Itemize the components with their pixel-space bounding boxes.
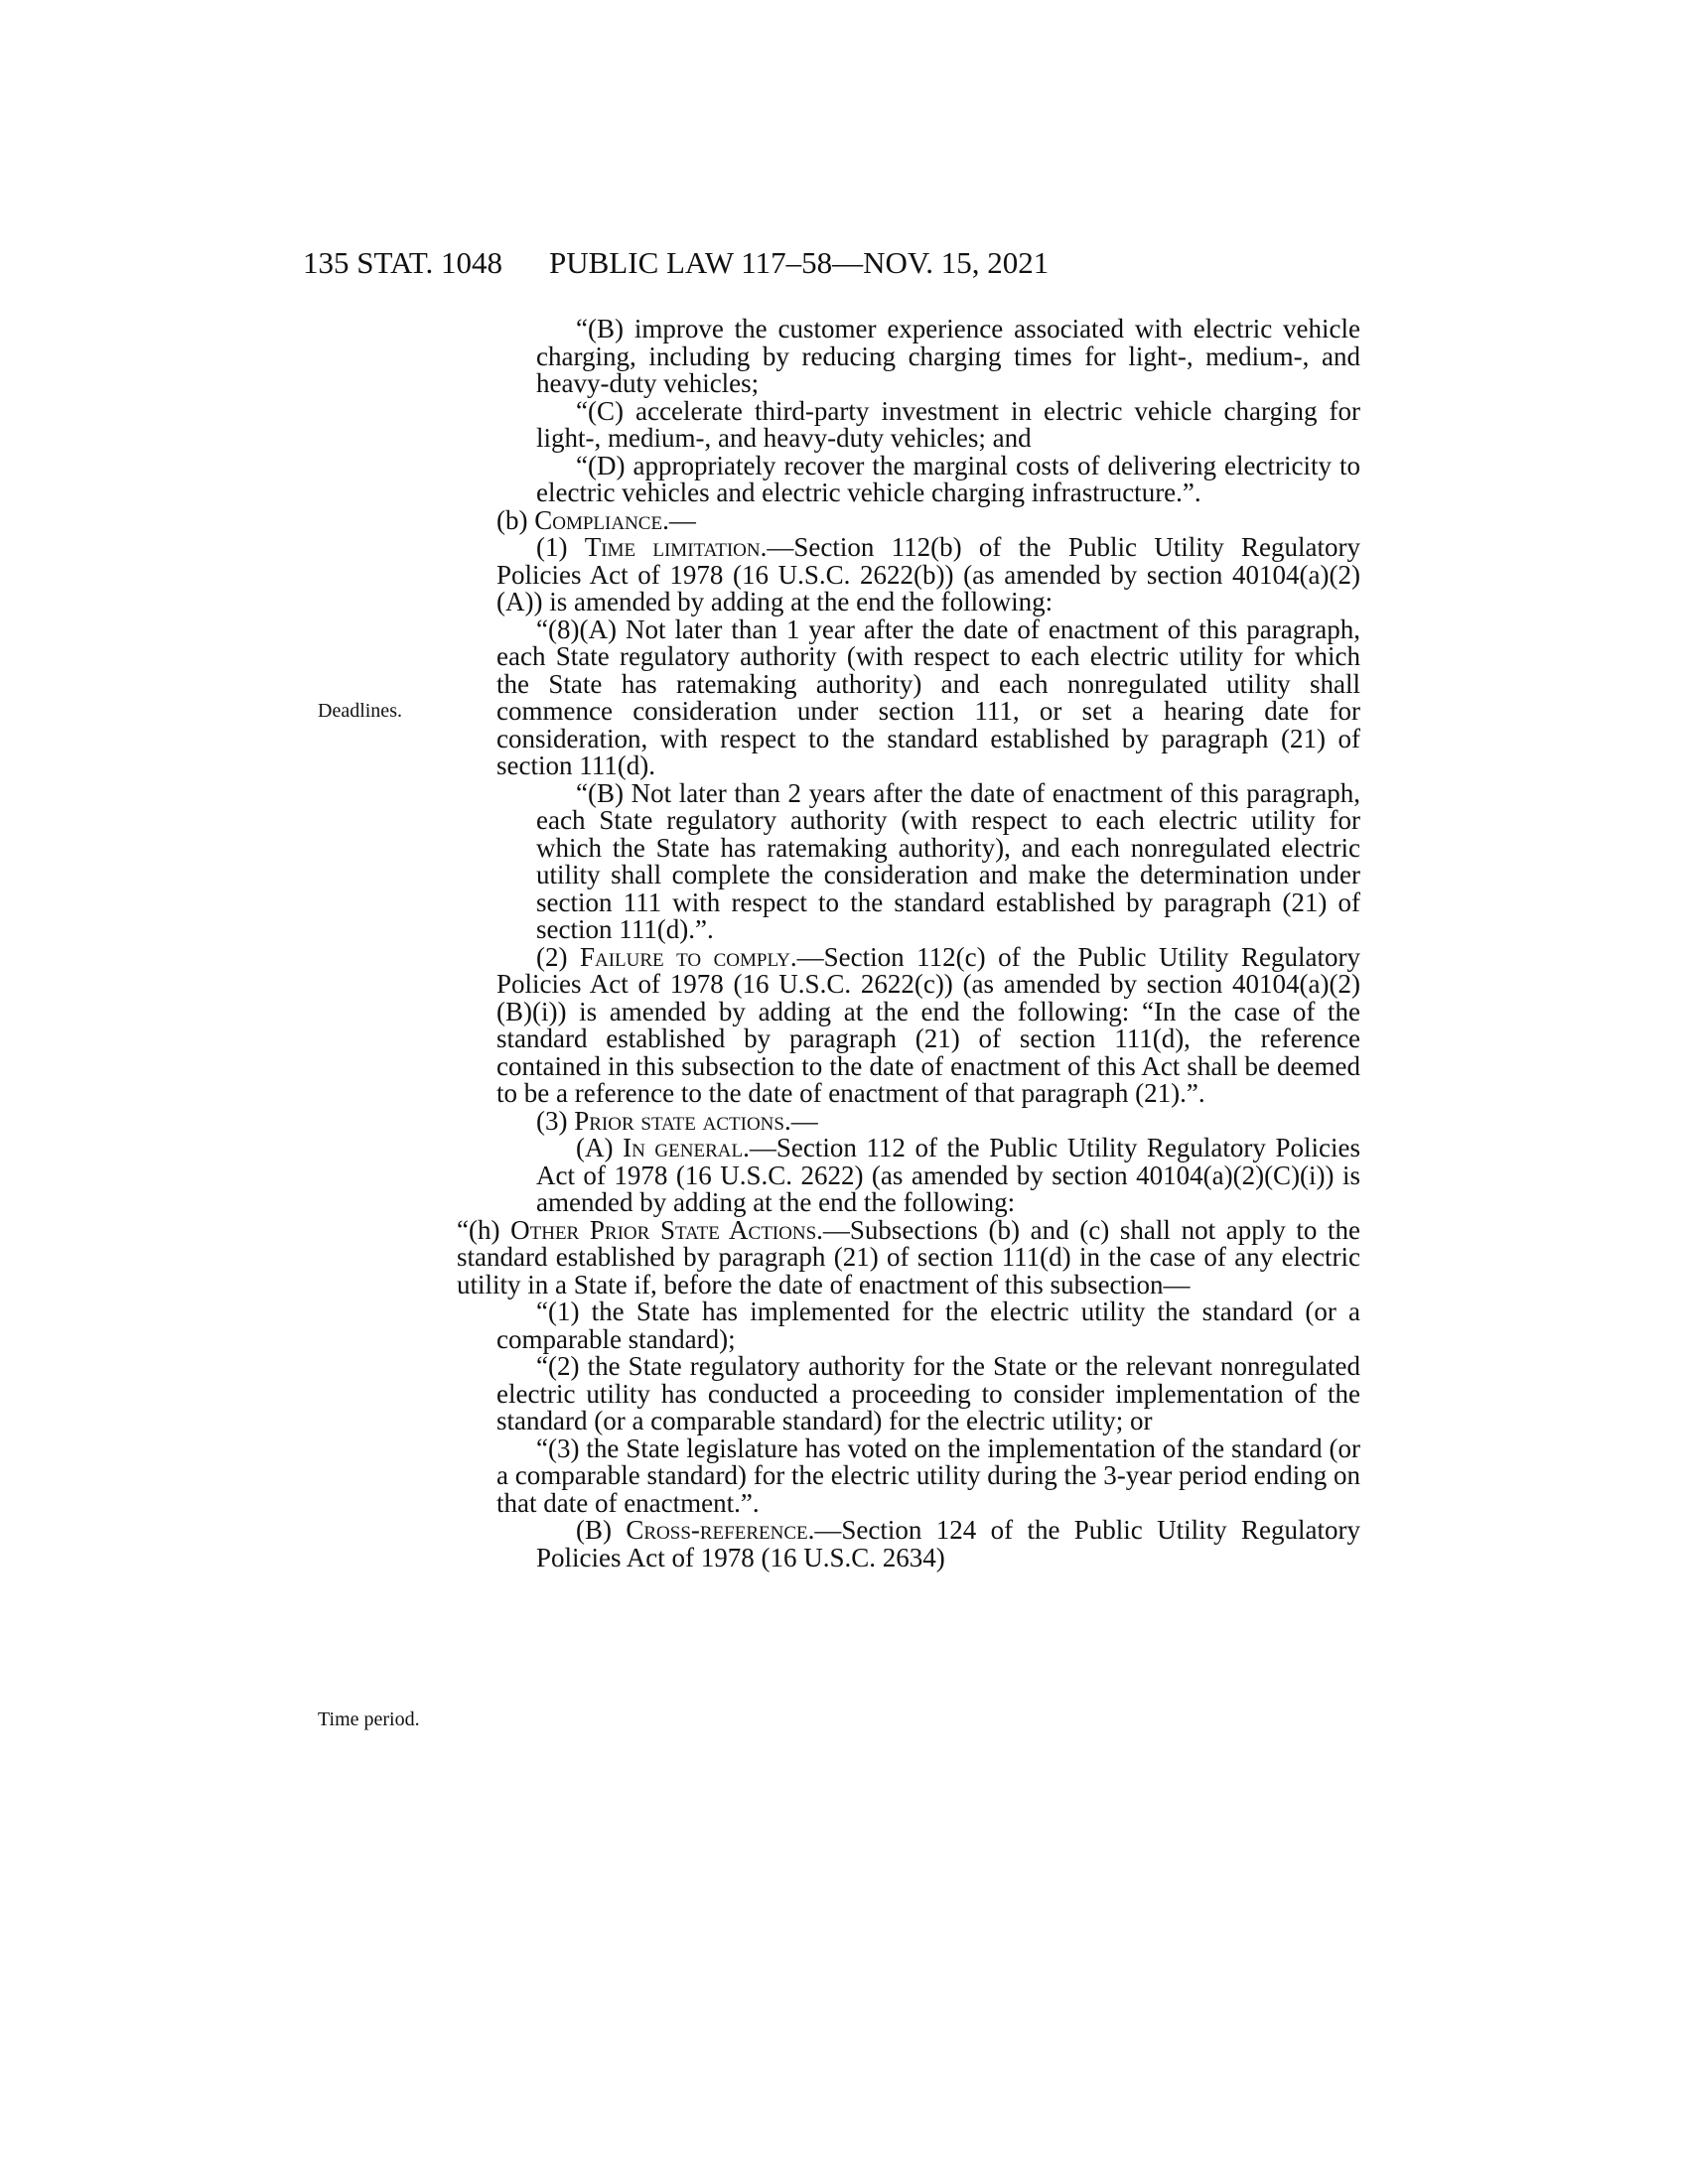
subsection-b-compliance-heading: (b) Compliance.— [496,504,696,535]
subparagraph-b-cross-reference: (B) Cross-reference.—Section 124 of the Public Utility Regulatory Policies Act of 1978 (16 U.S.C. 2634) [536,1515,1360,1572]
margin-note-time-period: Time period. [318,1708,420,1730]
quoted-item-2: “(2) the State regulatory authority for the State or the relevant nonregulated electric utility has conducted a proceeding to consider implementation of the standard (or a comparable standard) for the electric utility; or [496,1351,1360,1435]
quoted-subparagraph-8b: “(B) Not later than 2 years after the date of enactment of this paragraph, each State regulatory authority (with respect to each electric utility for which the State has ratemaking authority), and each nonregulated electric utility shall complete the consideration and make the determination under section 111 with respect to the standard established by paragraph (21) of section 111(d).”. [536,777,1360,944]
quoted-subsection-h-other-prior-state-actions: “(h) Other Prior State Actions.—Subsections (b) and (c) shall not apply to the standard established by paragraph (21) of section 111(d) in the case of any electric utility in a State if, before the date of enactment of this subsection— [457,1214,1360,1299]
quoted-paragraph-8a: “(8)(A) Not later than 1 year after the date of enactment of this paragraph, each State regulatory authority (with respect to each electric utility for which the State has ratemaking authority) and each nonregulated utility shall commence consideration under section 111, or set a hearing date for consideration, with respect to the standard established by paragraph (21) of section 111(d). [496,614,1360,780]
clause-c-third-party-investment: “(C) accelerate third-party investment in electric vehicle charging for light-, medium-, and heavy-duty vehicles; and [536,395,1360,453]
paragraph-1-time-limitation: (1) Time limitation.—Section 112(b) of the Public Utility Regulatory Policies Act of 1978 (16 U.S.C. 2622(b)) (as amended by section 40104(a)(2)(A)) is amended by adding at the end the following: [496,532,1360,616]
subparagraph-a-in-general: (A) In general.—Section 112 of the Public Utility Regulatory Policies Act of 1978 (16 U.S.C. 2622) (as amended by section 40104(a)(2)(C)(i)) is amended by adding at the end the following: [536,1133,1361,1217]
margin-note-deadlines: Deadlines. [318,700,402,722]
clause-b-customer-experience: “(B) improve the customer experience associated with electric vehicle charging, including by reducing charging times for light-, medium-, and heavy-duty vehicles; [536,314,1360,398]
page-stat-citation: 135 STAT. 1048 [303,245,503,280]
paragraph-2-failure-to-comply: (2) Failure to comply.—Section 112(c) of the Public Utility Regulatory Policies Act of 1978 (16 U.S.C. 2622(c)) (as amended by section 40104(a)(2)(B)(i)) is amended by adding at the end the following: “In the case of the standard established by paragraph (21) of section 111(d), the reference contained in this subsection to the date of enactment of this Act shall be deemed to be a reference to the date of enactment of that paragraph (21).”. [496,941,1361,1108]
clause-d-marginal-costs: “(D) appropriately recover the marginal costs of delivering electricity to electric vehicles and electric vehicle charging infrastructure.”. [536,450,1360,507]
document-body [457,314,1361,1572]
quoted-item-3: “(3) the State legislature has voted on the implementation of the standard (or a comparable standard) for the electric utility during the 3-year period ending on that date of enactment.”. [496,1433,1360,1518]
quoted-item-1: “(1) the State has implemented for the electric utility the standard (or a comparable standard); [496,1297,1360,1354]
page-running-title: PUBLIC LAW 117–58—NOV. 15, 2021 [549,245,1050,280]
paragraph-3-prior-state-actions: (3) Prior state actions.— [536,1105,818,1136]
